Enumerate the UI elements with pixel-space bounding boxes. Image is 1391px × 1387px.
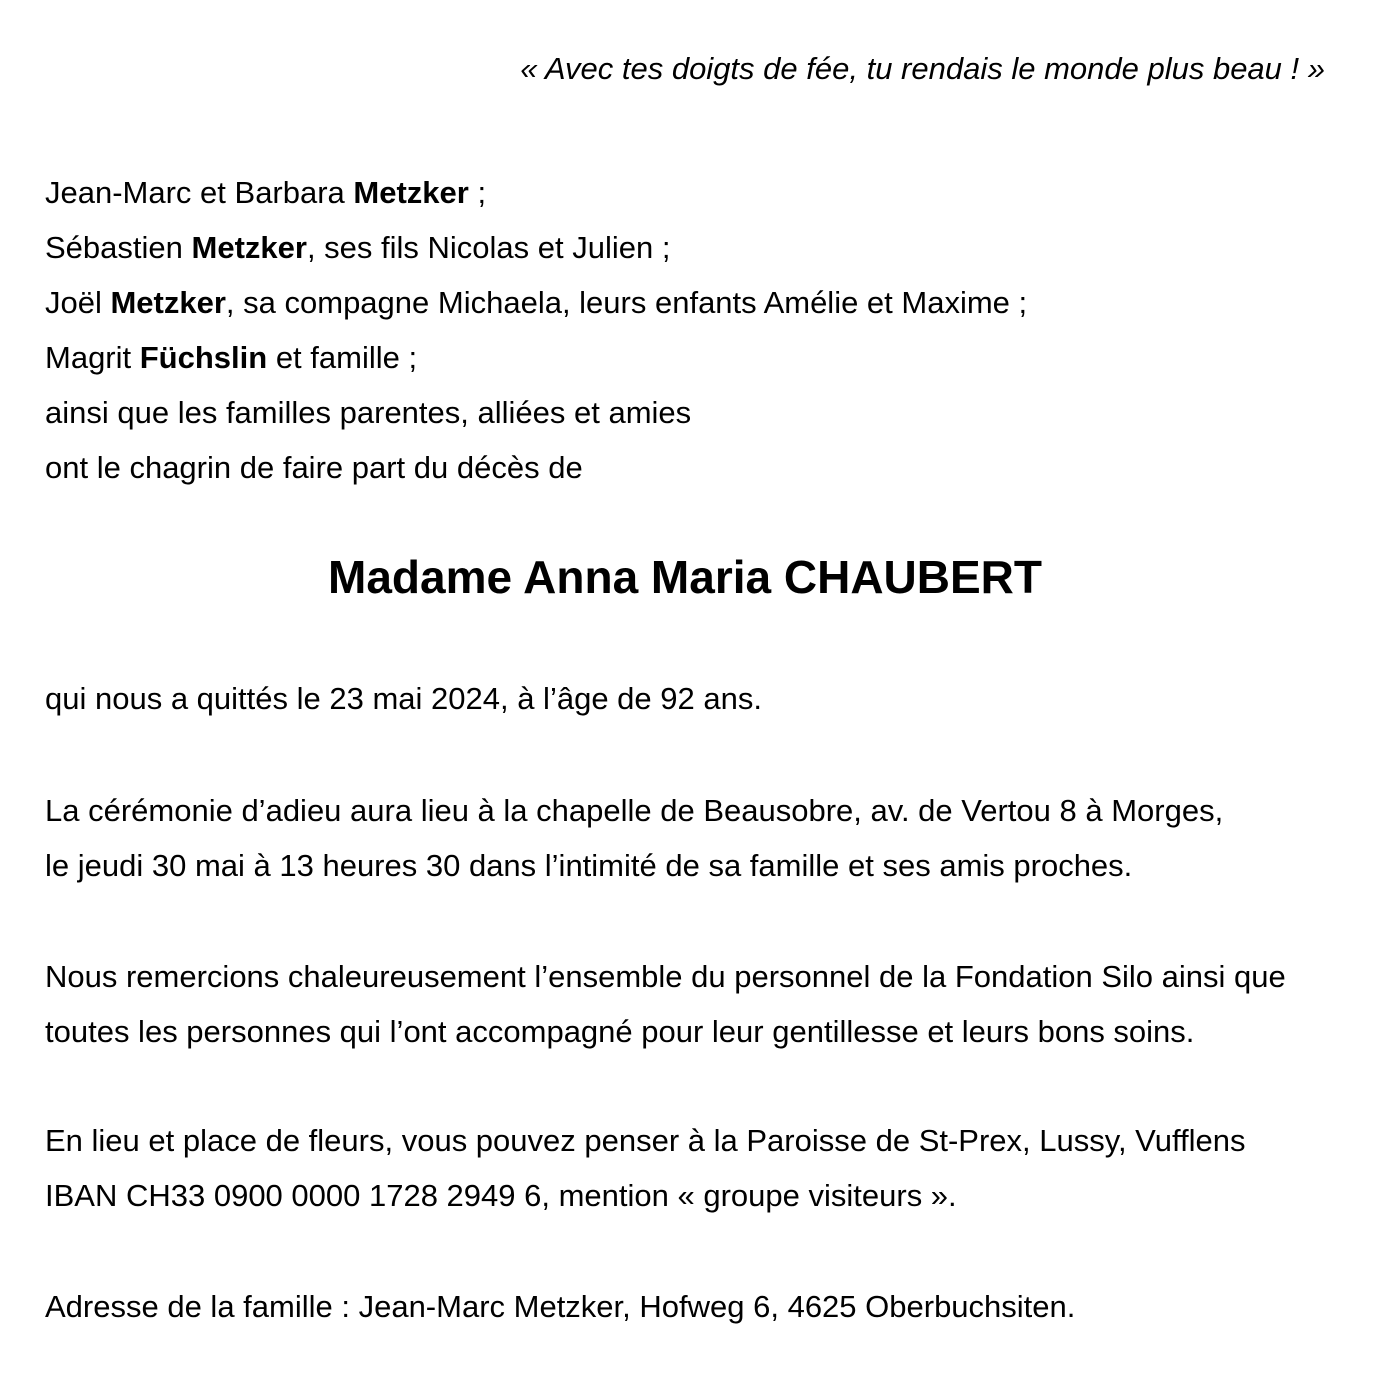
announcer-line <box>45 385 1325 440</box>
announcer-text: , ses fils Nicolas et Julien ; <box>306 230 671 265</box>
announcer-line <box>45 220 1325 275</box>
donation-paragraph <box>45 1113 1325 1223</box>
announcer-line <box>45 275 1325 330</box>
family-name: Metzker <box>110 285 226 320</box>
announcer-text: Jean-Marc et Barbara <box>45 175 354 210</box>
announcer-line <box>45 440 1325 495</box>
ceremony-paragraph <box>45 783 1325 893</box>
announcer-text: Magrit <box>45 340 140 375</box>
announcer-text: ; <box>468 175 487 210</box>
family-name: Metzker <box>353 175 469 210</box>
family-address-paragraph <box>45 1279 1325 1334</box>
deceased-name-title: Madame Anna Maria CHAUBERT <box>328 551 1042 603</box>
announcer-text: ont le chagrin de faire part du décès de <box>45 450 583 485</box>
death-date-line: qui nous a quittés le 23 mai 2024, à l’âge de 92 ans. <box>45 681 762 716</box>
announcer-text: ainsi que les familles parentes, alliées et amies <box>45 395 692 430</box>
donation-line: IBAN CH33 0900 0000 1728 2949 6, mention « groupe visiteurs ». <box>45 1178 957 1213</box>
announcer-text: Sébastien <box>45 230 192 265</box>
ceremony-line: La cérémonie d’adieu aura lieu à la chapelle de Beausobre, av. de Vertou 8 à Morges, <box>45 793 1224 828</box>
family-name: Metzker <box>191 230 307 265</box>
family-name: Füchslin <box>139 340 268 375</box>
announcer-line <box>45 330 1325 385</box>
announcers-block <box>45 165 1325 495</box>
thanks-line: toutes les personnes qui l’ont accompagné pour leur gentillesse et leurs bons soins. <box>45 1014 1195 1049</box>
family-address-line: Adresse de la famille : Jean-Marc Metzker, Hofweg 6, 4625 Oberbuchsiten. <box>45 1289 1076 1324</box>
thanks-line: Nous remercions chaleureusement l’ensemble du personnel de la Fondation Silo ainsi que <box>45 959 1286 994</box>
thanks-paragraph <box>45 949 1325 1059</box>
announcer-text: , sa compagne Michaela, leurs enfants Amélie et Maxime ; <box>225 285 1028 320</box>
ceremony-line: le jeudi 30 mai à 13 heures 30 dans l’intimité de sa famille et ses amis proches. <box>45 848 1133 883</box>
announcer-text: et famille ; <box>267 340 418 375</box>
announcer-line <box>45 165 1325 220</box>
donation-line: En lieu et place de fleurs, vous pouvez penser à la Paroisse de St-Prex, Lussy, Vufflens <box>45 1123 1246 1158</box>
memorial-quote: « Avec tes doigts de fée, tu rendais le monde plus beau ! » <box>520 51 1325 86</box>
announcer-text: Joël <box>45 285 111 320</box>
